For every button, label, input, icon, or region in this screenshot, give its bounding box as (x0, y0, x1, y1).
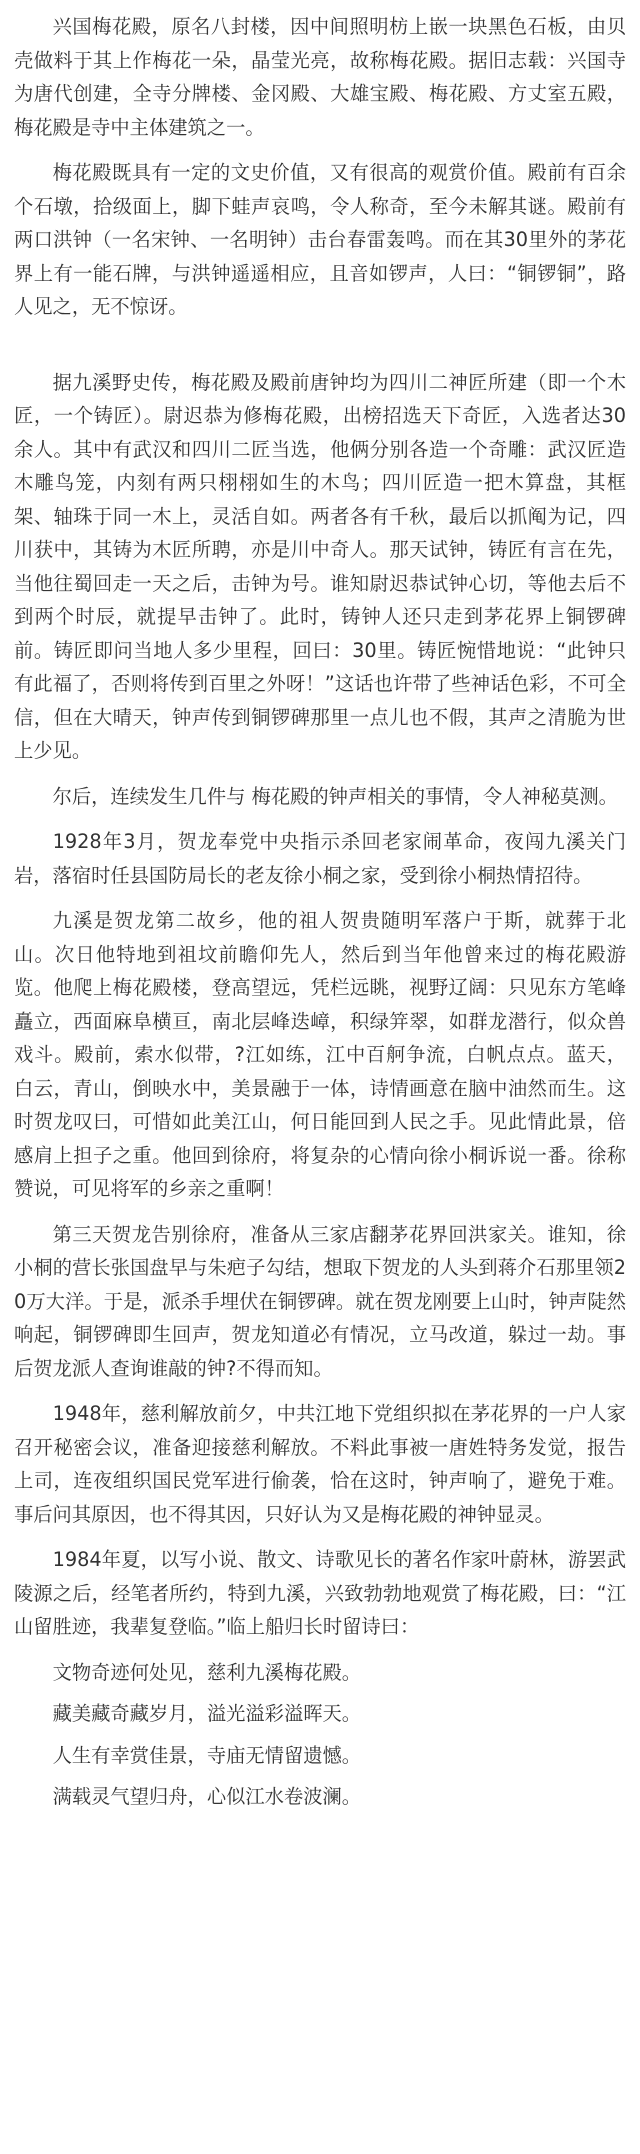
section-gap (14, 336, 626, 366)
poem-line: 满载灵气望归舟，心似江水卷波澜。 (52, 1785, 362, 1808)
poem-line: 文物奇迹何处见，慈利九溪梅花殿。 (52, 1660, 362, 1684)
paragraph-intro: 兴国梅花殿，原名八封楼，因中间照明枋上嵌一块黑色石板，由贝壳做料于其上作梅花一朵，晶莹光亮，故称梅花殿。据旧志载：兴国寺为唐代创建，全寺分牌楼、金冈殿、大雄宝殿、梅花殿、方丈室五殿，梅花殿是寺中主体建筑之一。 (14, 15, 626, 139)
paragraph-1984: 1984年夏，以写小说、散文、诗歌见长的著名作家叶蔚林，游罢武陵源之后，经笔者所约，特到九溪，兴致勃勃地观赏了梅花殿，曰：“江山留胜迹，我辈复登临。”临上船归长时留诗曰： (14, 1548, 626, 1638)
paragraph-legend: 据九溪野史传，梅花殿及殿前唐钟均为四川二神匠所建（即一个木匠，一个铸匠）。尉迟恭为修梅花殿，出榜招选天下奇匠，入选者达30余人。其中有武汉和四川二匠当选，他俩分别各造一个奇雕：武汉匠造木雕鸟笼，内刻有两只栩栩如生的木鸟；四川匠造一把木算盘，其框架、轴珠于同一木上，灵活自如。两者各有千秋，最后以抓阄为记，四川获中，其铸为木匠所聘，亦是川中奇人。那天试钟，铸匠有言在先，当他往蜀回走一天之后，击钟为号。谁知尉迟恭试钟心切，等他去后不到两个时辰，就提早击钟了。此时，铸钟人还只走到茅花界上铜锣碑前。铸匠即问当地人多少里程，回曰：30里。铸匠惋惜地说：“此钟只有此福了，否则将传到百里之外呀！”这话也许带了些神话色彩，不可全信，但在大晴天，钟声传到铜锣碑那里一点儿也不假，其声之清脆为世上少见。 (14, 370, 626, 762)
paragraph-third-day: 第三天贺龙告别徐府，准备从三家店翻茅花界回洪家关。谁知，徐小桐的营长张国盘早与朱疤子勾结，想取下贺龙的人头到蒋介石那里领20万大洋。于是，派杀手埋伏在铜锣碑。就在贺龙刚要上山时，钟声陡然响起，铜锣碑即生回声，贺龙知道必有情况，立马改道，躲过一劫。事后贺龙派人查询谁敲的钟?不得而知。 (14, 1222, 626, 1380)
paragraph-transition: 尔后，连续发生几件与 梅花殿的钟声相关的事情，令人神秘莫测。 (52, 784, 618, 808)
paragraph-jiuxi: 九溪是贺龙第二故乡，他的祖人贺贵随明军落户于斯，就葬于北山。次日他特地到祖坟前瞻仰先人，然后到当年他曾来过的梅花殿游览。他爬上梅花殿楼，登高望远，凭栏远眺，视野辽阔：只见东方笔峰矗立，西面麻阜横亘，南北层峰迭嶂，积绿笄翠，如群龙潜行，似众兽戏斗。殿前，索水似带，?江如练，江中百舸争流，白帆点点。蓝天， 白云，青山，倒映水中，美景融于一体，诗情画意在脑中油然而生。这时贺龙叹曰，可惜如此美江山，何日能回到人民之手。见此情此景，倍感肩上担子之重。他回到徐府，将复杂的心情向徐小桐诉说一番。徐称赞说，可见将军的乡亲之重啊！ (14, 909, 626, 1200)
poem-line: 藏美藏奇藏岁月，溢光溢彩溢晖天。 (52, 1702, 362, 1725)
paragraph-1948: 1948年，慈利解放前夕，中共江地下党组织拟在茅花界的一户人家召开秘密会议，准备迎接慈利解放。不料此事被一唐姓特务发觉，报告上司，连夜组织国民党军进行偷袭，恰在这时，钟声响了，避免于难。事后问其原因，也不得其因，只好认为又是梅花殿的神钟显灵。 (14, 1402, 626, 1526)
paragraph-1928: 1928年3月，贺龙奉党中央指示杀回老家闹革命，夜闯九溪关门岩，落宿时任县国防局长的老友徐小桐之家，受到徐小桐热情招待。 (14, 830, 626, 887)
poem-line: 人生有幸赏佳景，寺庙无情留遗憾。 (52, 1743, 362, 1767)
paragraph-value: 梅花殿既具有一定的文史价值，又有很高的观赏价值。殿前有百余个石墩，拾级面上，脚下蛙声哀鸣，令人称奇，至今未解其谜。殿前有两口洪钟（一名宋钟、一名明钟）击台春雷轰鸣。而在其30里外的茅花界上有一能石牌，与洪钟遥遥相应，且音如锣声，人曰：“铜锣铜”，路人见之，无不惊讶。 (14, 161, 626, 318)
